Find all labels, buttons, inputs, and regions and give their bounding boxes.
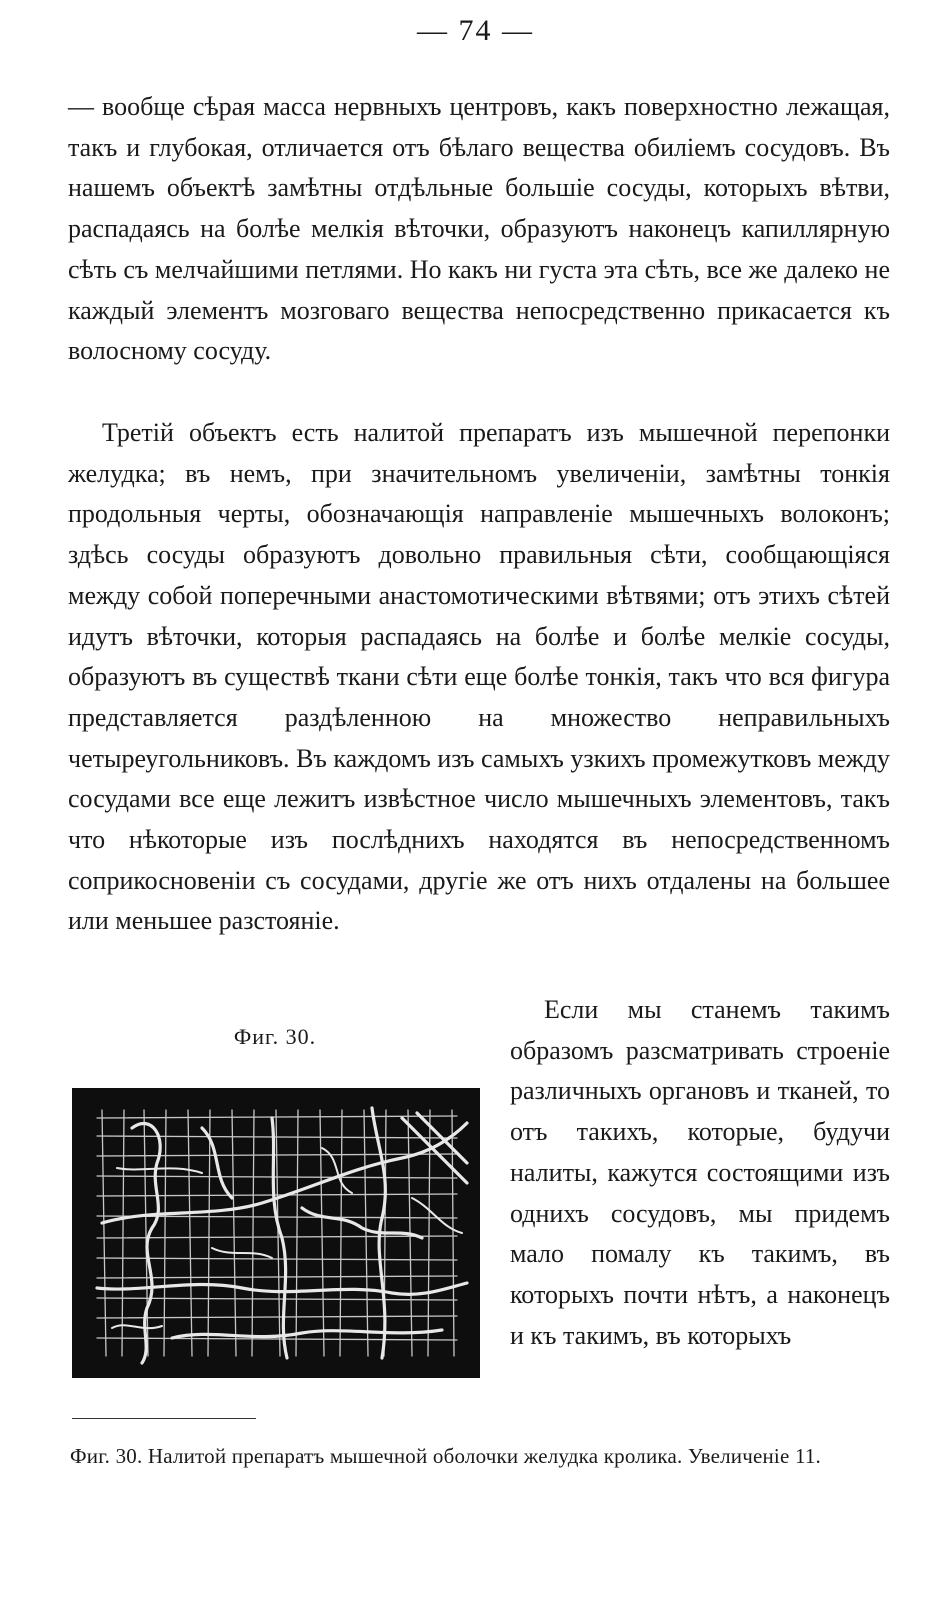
paragraph-2: Третій объектъ есть налитой препаратъ изъ мышечной перепонки желудка; въ немъ, при значительномъ увеличеніи, замѣтны тонкія продольныя черты, обозначающія направленіе мышечныхъ волоконъ; здѣсь сосуды образуютъ довольно правильныя сѣти, сообщающіяся между собой поперечными анастомотическими вѣтвями; отъ этихъ сѣтей идутъ вѣточки, которыя распадаясь на болѣе и болѣе мелкіе сосуды, образуютъ въ существѣ ткани сѣти еще болѣе тонкія, такъ что вся фигура представляется раздѣленною на множество неправильныхъ четыреугольниковъ. Въ каждомъ изъ самыхъ узкихъ промежутковъ между сосудами все еще лежитъ извѣстное число мышечныхъ элементовъ, такъ что нѣкоторые изъ послѣднихъ находятся въ непосредственномъ соприкосновеніи съ сосудами, другіе же отъ нихъ отдалены на большее или меньшее разстояніе. bbox=[68, 418, 890, 936]
figure-illustration bbox=[72, 1088, 480, 1378]
figure-label: Фиг. 30. bbox=[233, 1024, 317, 1049]
paragraph-1: — вообще сѣрая масса нервныхъ центровъ, какъ поверхностно лежащая, такъ и глубокая, отличается отъ бѣлаго вещества обиліемъ сосудовъ. Въ нашемъ объектѣ замѣтны отдѣльные большіе сосуды, которыхъ вѣтви, распадаясь на болѣе мелкія вѣточки, образуютъ наконецъ капиллярную сѣть съ мелчайшими петлями. Но какъ ни густа эта сѣть, все же далеко не каждый элементъ мозговаго вещества непосредственно прикасается къ волосному сосуду. bbox=[68, 92, 890, 366]
footnote-divider bbox=[72, 1418, 256, 1419]
figure-caption: Фиг. 30. Налитой препаратъ мышечной оболочки желудка кролика. Увеличеніе 11. bbox=[70, 1444, 822, 1468]
page-number: — 74 — bbox=[417, 14, 534, 47]
vessel-network-engraving bbox=[72, 1088, 480, 1378]
paragraph-3: Если мы станемъ такимъ образомъ разсматривать строеніе различныхъ органовъ и тканей, то отъ такихъ, которые, будучи налиты, кажутся состоящими изъ однихъ сосудовъ, мы придемъ мало помалу къ такимъ, въ которыхъ почти нѣтъ, а наконецъ и къ такимъ, въ которыхъ bbox=[510, 995, 890, 1350]
